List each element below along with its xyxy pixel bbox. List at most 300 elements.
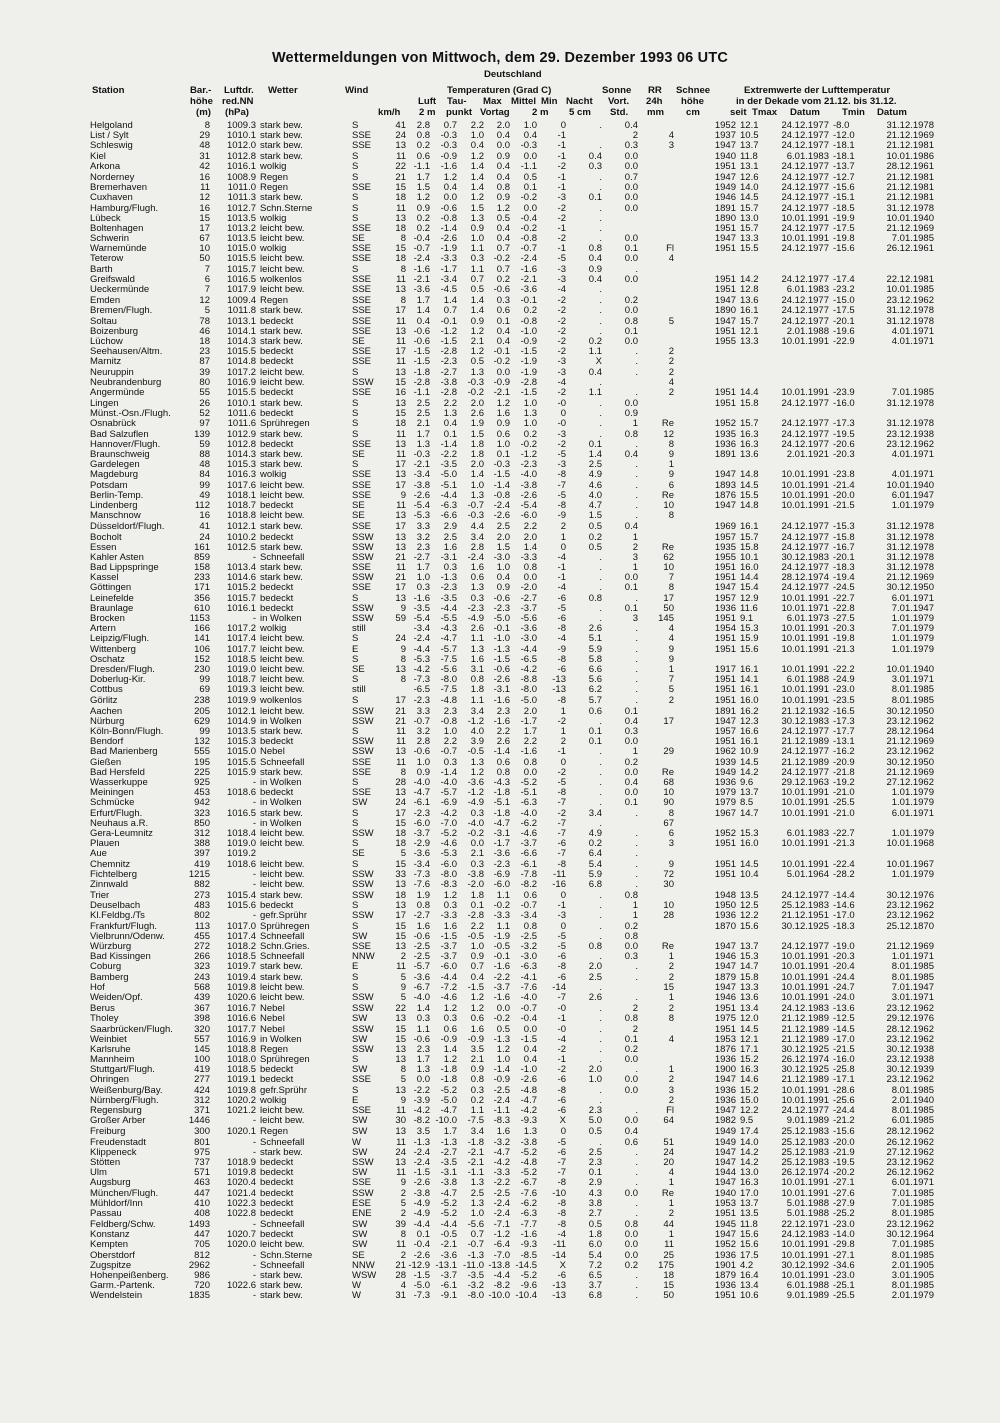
air-temp-cell: 2.3: [416, 541, 430, 553]
mean-prev-day-cell: 1.0: [496, 438, 510, 450]
barometer-height-cell: 50: [199, 253, 210, 265]
mean-prev-day-cell: -1.4: [493, 1064, 510, 1076]
sunshine-cell: 4.3: [588, 1187, 602, 1199]
record-since-cell: 1936: [714, 1084, 736, 1096]
min-5cm-night-cell: -7: [557, 1156, 566, 1168]
wind-direction-cell: SSE: [352, 469, 372, 481]
air-temp-cell: 1.4: [416, 305, 430, 317]
record-since-cell: 1935: [714, 541, 736, 553]
barometer-height-cell: 87: [199, 356, 210, 368]
sunshine-cell: 0.5: [588, 541, 602, 553]
wind-direction-cell: E: [352, 643, 359, 655]
record-tmin-date-cell: 1.01.1979: [891, 787, 934, 799]
header-station: Station: [92, 85, 125, 96]
wind-direction-cell: SSE: [352, 130, 372, 142]
min-2m-cell: -0.7: [520, 900, 537, 912]
max-prev-day-cell: 1.2: [470, 1003, 484, 1015]
record-tmin-date-cell: 30.12.1950: [886, 756, 934, 768]
pressure-cell: 1019.8: [226, 981, 256, 993]
air-temp-cell: 3.3: [416, 521, 430, 533]
sunshine-cell: .: [599, 1023, 602, 1035]
min-5cm-night-cell: -2: [557, 346, 566, 358]
min-2m-cell: 2.2: [523, 736, 537, 748]
weather-cell: bedeckt: [260, 409, 294, 420]
pressure-cell: 1022.3: [226, 1197, 256, 1209]
record-tmin-cell: -19.0: [833, 941, 855, 952]
dew-point-cell: -0.3: [440, 140, 457, 152]
wind-speed-cell: 11: [396, 1239, 406, 1251]
record-tmin-date-cell: 31.12.1978: [886, 551, 934, 563]
station-cell: Bad Hersfeld: [90, 767, 145, 778]
pressure-cell: 1020.0: [226, 1239, 256, 1251]
record-tmax-cell: 13.7: [740, 941, 759, 952]
dew-point-cell: -1.8: [440, 1064, 457, 1076]
wind-speed-cell: 13: [395, 398, 406, 410]
precip-24h-cell: .: [635, 1280, 638, 1292]
wind-direction-cell: SSE: [352, 521, 372, 533]
snow-depth-cell: Re: [661, 1187, 674, 1199]
record-tmin-cell: -23.8: [833, 469, 855, 481]
wind-speed-cell: 11: [396, 736, 406, 748]
mean-prev-day-cell: -2.4: [493, 499, 510, 511]
barometer-height-cell: 100: [194, 1054, 210, 1066]
record-tmax-date-cell: 10.01.1991: [781, 1249, 829, 1261]
precip-24h-cell: 0.1: [624, 1033, 638, 1045]
air-temp-cell: -2.3: [413, 694, 430, 706]
dew-point-cell: -4.7: [440, 1105, 457, 1116]
snow-depth-cell: 2: [668, 346, 674, 358]
weather-cell: leicht bew.: [260, 664, 305, 675]
dew-point-cell: -0.8: [440, 715, 457, 727]
min-5cm-night-cell: -3: [557, 459, 566, 471]
barometer-height-cell: 97: [199, 418, 210, 430]
record-tmax-cell: 9.6: [740, 777, 754, 788]
precip-24h-cell: 0.4: [624, 715, 638, 727]
record-since-cell: 1951: [714, 694, 736, 706]
weather-cell: stark bew.: [260, 399, 303, 410]
min-2m-cell: 1.0: [523, 418, 537, 430]
barometer-height-cell: 555: [194, 746, 210, 758]
sunshine-cell: .: [599, 140, 602, 152]
min-2m-cell: -5.1: [520, 787, 537, 799]
weather-cell: stark bew.: [260, 326, 303, 337]
record-tmin-cell: -18.1: [833, 150, 855, 162]
pressure-cell: 1016.1: [226, 602, 256, 614]
snow-depth-cell: 28: [663, 910, 674, 922]
sunshine-cell: 2.6: [588, 991, 602, 1003]
dew-point-cell: -7.5: [440, 653, 457, 665]
record-tmin-date-cell: 26.12.1962: [886, 1136, 934, 1148]
min-2m-cell: 0.5: [523, 171, 537, 183]
weather-cell: leicht bew.: [260, 828, 305, 839]
weather-cell: Schn.Sterne: [260, 1250, 313, 1261]
barometer-height-cell: 424: [194, 1084, 210, 1096]
min-5cm-night-cell: -1: [557, 900, 566, 912]
station-cell: Bocholt: [90, 532, 122, 543]
max-prev-day-cell: 0.4: [470, 140, 484, 152]
barometer-height-cell: 1446: [188, 1115, 210, 1127]
record-tmax-date-cell: 10.01.1991: [781, 469, 829, 481]
record-since-cell: 1951: [714, 562, 736, 574]
sunshine-cell: 0.8: [588, 243, 602, 255]
air-temp-cell: -1.5: [413, 356, 430, 368]
record-since-cell: 1936: [714, 602, 736, 614]
max-prev-day-cell: 2.6: [470, 623, 484, 635]
weather-cell: stark bew.: [260, 1147, 303, 1158]
wind-speed-cell: 59: [395, 613, 406, 624]
wind-speed-cell: 11: [396, 726, 406, 738]
station-cell: Hohenpeißenberg.: [90, 1271, 169, 1281]
station-cell: Doberlug-Kir.: [90, 675, 146, 686]
header-seit: seit: [730, 107, 747, 118]
barometer-height-cell: 447: [194, 1187, 210, 1199]
wind-direction-cell: SSE: [352, 756, 372, 768]
min-2m-cell: -4.8: [520, 1156, 537, 1168]
record-tmin-cell: -22.4: [833, 858, 855, 870]
station-cell: Dresden/Flugh.: [90, 664, 155, 675]
precip-24h-cell: .: [635, 1177, 638, 1189]
station-cell: Greifswald: [90, 274, 135, 285]
record-tmax-date-cell: 21.12.1989: [781, 736, 829, 748]
record-since-cell: 1952: [714, 827, 736, 839]
precip-24h-cell: .: [635, 386, 638, 398]
min-5cm-night-cell: -2: [557, 386, 566, 398]
max-prev-day-cell: 1.3: [470, 643, 484, 655]
barometer-height-cell: 1215: [188, 868, 210, 880]
record-tmin-cell: -23.0: [833, 1219, 855, 1231]
pressure-cell: 1012.7: [226, 202, 256, 214]
dew-point-cell: 1.6: [443, 920, 457, 932]
record-since-cell: 1940: [714, 1187, 736, 1199]
air-temp-cell: -6.1: [413, 797, 430, 809]
min-5cm-night-cell: -1: [557, 140, 566, 152]
record-since-cell: 1947: [714, 1177, 736, 1189]
snow-depth-cell: 20: [663, 1156, 674, 1168]
record-tmin-cell: -13.1: [833, 736, 855, 748]
max-prev-day-cell: 1.4: [470, 160, 484, 172]
pressure-cell: 1020.2: [226, 1094, 256, 1106]
record-tmax-cell: 14.8: [740, 469, 759, 481]
record-since-cell: 1951: [714, 1290, 736, 1302]
station-cell: Aue: [90, 849, 107, 860]
mean-prev-day-cell: -5.1: [493, 797, 510, 809]
max-prev-day-cell: -0.7: [467, 499, 484, 511]
sunshine-cell: .: [599, 1003, 602, 1015]
min-5cm-night-cell: -8: [557, 1207, 566, 1219]
mean-prev-day-cell: 2.5: [496, 521, 510, 533]
weather-cell: stark bew.: [260, 151, 303, 162]
record-tmax-cell: 16.3: [740, 438, 759, 450]
record-tmax-date-cell: 10.01.1991: [781, 1270, 829, 1281]
weather-cell: stark bew.: [260, 429, 303, 440]
record-since-cell: 1936: [714, 1280, 736, 1292]
wind-direction-cell: SSE: [352, 386, 372, 398]
record-tmin-cell: -14.5: [833, 1023, 855, 1035]
wind-speed-cell: 11: [396, 273, 406, 285]
snow-depth-cell: 1: [668, 1197, 674, 1209]
record-tmin-cell: -15.6: [833, 1126, 855, 1138]
pressure-cell: -: [252, 797, 256, 809]
mean-prev-day-cell: 1.6: [496, 408, 510, 420]
snow-depth-cell: 1: [668, 991, 674, 1003]
record-since-cell: 1936: [714, 438, 736, 450]
record-tmin-date-cell: 1.01.1979: [891, 827, 934, 839]
wind-speed-cell: 9: [400, 1177, 406, 1189]
station-cell: Oberstdorf: [90, 1250, 135, 1261]
record-tmin-cell: -25.6: [833, 1094, 855, 1106]
header-dekade: in der Dekade vom 21.12. bis 31.12.: [736, 96, 897, 107]
max-prev-day-cell: 1.2: [470, 150, 484, 162]
air-temp-cell: 1.7: [416, 1054, 430, 1066]
wind-direction-cell: SSE: [352, 253, 372, 265]
snow-depth-cell: 9: [668, 653, 674, 665]
wind-direction-cell: SSE: [352, 182, 372, 194]
dew-point-cell: 2.2: [443, 398, 457, 410]
wind-direction-cell: SSE: [352, 479, 372, 491]
air-temp-cell: -2.6: [413, 489, 430, 501]
snow-depth-cell: Re: [661, 766, 674, 778]
mean-prev-day-cell: -0.1: [493, 623, 510, 635]
station-cell: Teterow: [90, 254, 124, 265]
record-tmin-cell: -21.0: [833, 787, 855, 799]
max-prev-day-cell: 2.2: [470, 120, 484, 131]
pressure-cell: 1018.6: [226, 787, 256, 799]
snow-depth-cell: 2: [668, 356, 674, 368]
station-cell: Freiburg: [90, 1127, 126, 1138]
air-temp-cell: -4.4: [413, 643, 430, 655]
record-tmin-date-cell: 31.12.1978: [886, 562, 934, 574]
record-since-cell: 1952: [714, 418, 736, 430]
air-temp-cell: -6.5: [413, 684, 430, 696]
record-tmax-cell: 15.6: [740, 1239, 759, 1251]
header-taupunkt-2: punkt: [446, 107, 473, 118]
max-prev-day-cell: -0.7: [467, 1239, 484, 1251]
record-tmin-date-cell: 10.01.1940: [886, 663, 934, 675]
record-tmax-date-cell: 24.12.1977: [781, 890, 829, 902]
record-since-cell: 1951: [714, 243, 736, 255]
wind-direction-cell: SW: [352, 1033, 368, 1045]
station-cell: Chemnitz: [90, 859, 131, 870]
record-tmax-cell: 13.6: [740, 991, 759, 1003]
min-2m-cell: -0.7: [520, 1003, 537, 1015]
wind-speed-cell: 17: [395, 694, 406, 706]
record-tmin-date-cell: 26.12.1962: [886, 1167, 934, 1179]
snow-depth-cell: 5: [668, 684, 674, 696]
record-tmax-date-cell: 10.01.1991: [781, 1094, 829, 1106]
wind-direction-cell: SE: [352, 1249, 365, 1261]
record-tmin-date-cell: 8.01.1985: [891, 1084, 934, 1096]
barometer-height-cell: 166: [194, 623, 210, 635]
wind-speed-cell: 11: [396, 756, 406, 768]
station-cell: Erfurt/Flugh.: [90, 808, 143, 819]
min-2m-cell: 0.0: [523, 150, 537, 162]
record-tmin-date-cell: 7.01.1947: [891, 602, 934, 614]
mean-prev-day-cell: -1.3: [493, 643, 510, 655]
precip-24h-cell: .: [635, 827, 638, 839]
mean-prev-day-cell: -2.2: [493, 1177, 510, 1189]
barometer-height-cell: 986: [194, 1270, 210, 1281]
record-tmin-date-cell: 10.01.1968: [886, 838, 934, 850]
header-extremwerte: Extremwerte der Lufttemperatur: [744, 85, 891, 96]
max-prev-day-cell: 0.7: [470, 1229, 484, 1241]
record-tmax-date-cell: 30.12.1983: [781, 551, 829, 563]
mean-prev-day-cell: 0.9: [496, 192, 510, 204]
mean-prev-day-cell: -2.3: [493, 858, 510, 870]
min-5cm-night-cell: -5: [557, 449, 566, 460]
dew-point-cell: -0.9: [440, 1033, 457, 1045]
record-tmax-cell: 13.6: [740, 295, 759, 307]
record-tmax-cell: 15.8: [740, 541, 759, 553]
barometer-height-cell: 7: [204, 263, 210, 275]
record-tmax-cell: 17.0: [740, 1187, 759, 1199]
weather-cell: leicht bew.: [260, 490, 305, 501]
station-cell: Soltau: [90, 316, 117, 327]
record-tmin-date-cell: 21.12.1969: [886, 222, 934, 234]
min-2m-cell: -9.3: [520, 1115, 537, 1127]
wind-direction-cell: SSW: [352, 746, 374, 758]
record-tmin-cell: -17.3: [833, 715, 855, 727]
barometer-height-cell: 112: [194, 499, 210, 511]
air-temp-cell: -0.6: [413, 1033, 430, 1045]
max-prev-day-cell: 4.0: [470, 726, 484, 738]
mean-prev-day-cell: 1.1: [496, 890, 510, 902]
max-prev-day-cell: 0.3: [470, 858, 484, 870]
record-tmax-date-cell: 6.01.1983: [786, 827, 829, 839]
record-since-cell: 1901: [714, 1259, 736, 1271]
record-tmax-date-cell: 24.12.1977: [781, 941, 829, 952]
station-cell: Hof: [90, 982, 105, 993]
record-tmin-date-cell: 21.12.1981: [886, 192, 934, 204]
air-temp-cell: -0.6: [413, 930, 430, 942]
wind-speed-cell: 11: [396, 499, 406, 511]
wind-speed-cell: 22: [395, 160, 406, 172]
min-2m-cell: -0.8: [520, 233, 537, 245]
barometer-height-cell: 17: [199, 222, 210, 234]
wind-direction-cell: S: [352, 263, 359, 275]
sunshine-cell: .: [599, 1136, 602, 1148]
barometer-height-cell: 277: [194, 1074, 210, 1086]
wind-direction-cell: SSW: [352, 1043, 374, 1055]
wind-speed-cell: 31: [395, 1290, 406, 1302]
weather-cell: stark bew.: [260, 131, 303, 142]
precip-24h-cell: 0.0: [624, 253, 638, 265]
weather-cell: leicht bew.: [260, 654, 305, 665]
record-tmax-date-cell: 24.12.1983: [781, 1003, 829, 1015]
record-tmin-date-cell: 7.01.1985: [891, 386, 934, 398]
record-tmax-cell: 13.5: [740, 1207, 759, 1219]
sunshine-cell: 4.6: [588, 479, 602, 491]
sunshine-cell: 3.7: [588, 1280, 602, 1292]
record-since-cell: 1951: [714, 868, 736, 880]
wind-direction-cell: NNW: [352, 1259, 375, 1271]
record-tmin-date-cell: 2.01.1905: [891, 1259, 934, 1271]
min-2m-cell: -6.2: [520, 817, 537, 829]
air-temp-cell: 0.3: [416, 582, 430, 594]
record-since-cell: 1946: [714, 991, 736, 1003]
air-temp-cell: 1.7: [416, 562, 430, 574]
wind-speed-cell: 8: [400, 295, 406, 307]
barometer-height-cell: 7: [204, 284, 210, 295]
sunshine-cell: .: [599, 1094, 602, 1106]
record-tmax-date-cell: 24.12.1977: [781, 562, 829, 574]
record-tmin-date-cell: 23.12.1962: [886, 900, 934, 912]
mean-prev-day-cell: -7.1: [493, 1219, 510, 1231]
max-prev-day-cell: -7.5: [467, 1115, 484, 1127]
record-since-cell: 1955: [714, 551, 736, 563]
max-prev-day-cell: -4.9: [467, 797, 484, 809]
record-tmax-cell: 13.7: [740, 1197, 759, 1209]
snow-depth-cell: Re: [661, 418, 674, 430]
record-tmax-cell: 13.0: [740, 212, 759, 224]
pressure-cell: 1009.3: [226, 120, 256, 131]
sunshine-cell: .: [599, 930, 602, 942]
sunshine-cell: .: [599, 305, 602, 317]
wind-direction-cell: SE: [352, 848, 365, 860]
wind-speed-cell: 13: [395, 900, 406, 912]
wind-speed-cell: 15: [395, 408, 406, 420]
min-2m-cell: -1.6: [520, 263, 537, 275]
min-5cm-night-cell: -2: [557, 305, 566, 317]
precip-24h-cell: 0.0: [624, 1084, 638, 1096]
mean-prev-day-cell: -0.2: [493, 900, 510, 912]
wind-direction-cell: S: [352, 971, 359, 983]
barometer-height-cell: 300: [194, 1126, 210, 1138]
record-tmin-cell: -12.0: [833, 130, 855, 142]
sunshine-cell: 5.8: [588, 653, 602, 665]
station-cell: Gießen: [90, 757, 122, 768]
record-tmax-date-cell: 24.12.1977: [781, 295, 829, 307]
air-temp-cell: -0.7: [413, 243, 430, 255]
record-tmin-cell: -23.9: [833, 386, 855, 398]
mean-prev-day-cell: -3.0: [493, 551, 510, 563]
snow-depth-cell: 12: [663, 428, 674, 440]
min-2m-cell: 2.0: [523, 705, 537, 717]
pressure-cell: 1014.6: [226, 572, 256, 584]
weather-cell: bedeckt: [260, 603, 294, 614]
precip-24h-cell: .: [635, 971, 638, 983]
wind-speed-cell: 18: [395, 253, 406, 265]
barometer-height-cell: 323: [194, 807, 210, 819]
sunshine-cell: .: [599, 890, 602, 902]
min-5cm-night-cell: -2: [557, 295, 566, 307]
min-5cm-night-cell: 2: [560, 736, 566, 748]
snow-depth-cell: 10: [663, 787, 674, 799]
barometer-height-cell: 850: [194, 817, 210, 829]
mean-prev-day-cell: -1.6: [493, 694, 510, 706]
weather-cell: leicht bew.: [260, 982, 305, 993]
record-tmax-cell: 15.5: [740, 489, 759, 501]
pressure-cell: -: [252, 613, 256, 624]
record-tmin-cell: -14.6: [833, 900, 855, 912]
weather-cell: wolkig: [260, 244, 287, 255]
station-cell: Mühldorf/Inn: [90, 1198, 143, 1209]
barometer-height-cell: 453: [194, 787, 210, 799]
max-prev-day-cell: 1.3: [470, 1177, 484, 1189]
min-2m-cell: -4.2: [520, 1105, 537, 1116]
record-tmax-date-cell: 10.01.1991: [781, 684, 829, 696]
record-tmax-cell: 14.7: [740, 961, 759, 973]
weather-cell: Regen: [260, 1127, 288, 1138]
wind-speed-cell: 17: [395, 807, 406, 819]
mean-prev-day-cell: 0.7: [496, 243, 510, 255]
pressure-cell: 1018.9: [226, 1156, 256, 1168]
record-since-cell: 1951: [714, 1207, 736, 1219]
snow-depth-cell: 1: [668, 1177, 674, 1189]
record-tmax-date-cell: 24.12.1977: [781, 171, 829, 183]
pressure-cell: -: [252, 1290, 256, 1302]
max-prev-day-cell: 1.0: [470, 1207, 484, 1219]
barometer-height-cell: 16: [199, 510, 210, 522]
